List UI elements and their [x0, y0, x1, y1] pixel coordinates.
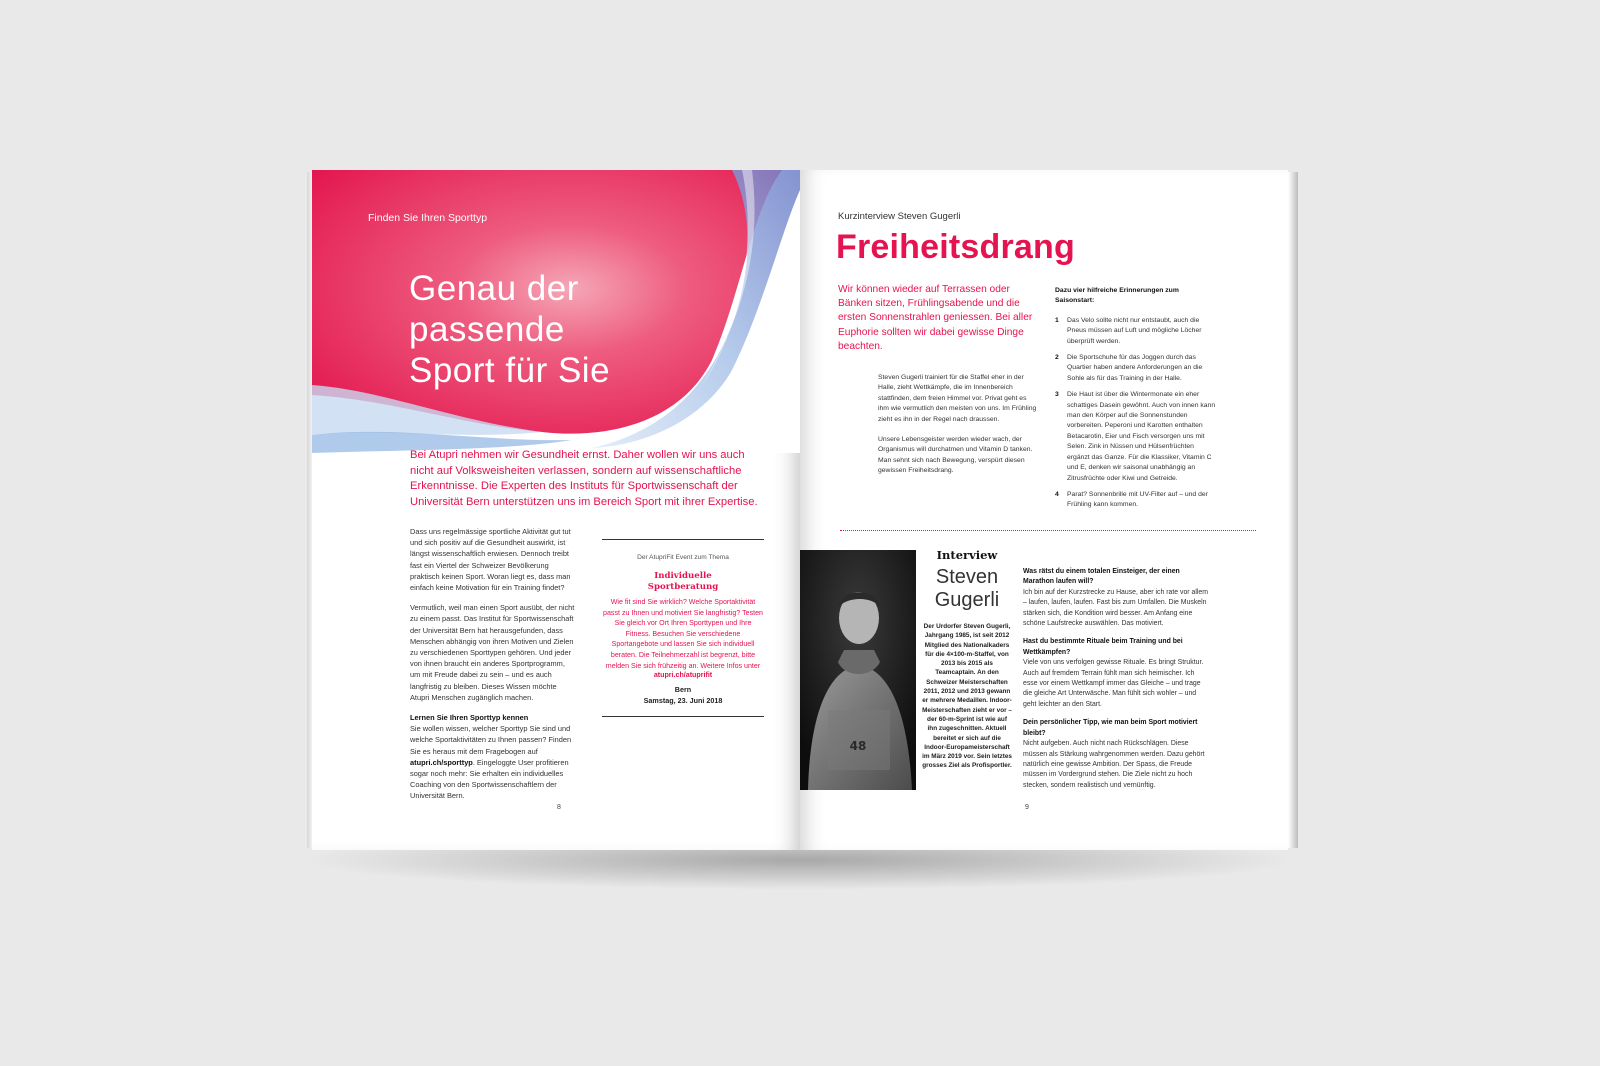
- sidebar-body: Wie fit sind Sie wirklich? Welche Sportaktivität passt zu Ihnen und motiviert Sie langfristig? Testen Sie gleich vor Ort Ihren Sporttypen und Ihre Fitness. Besuchen Sie verschiedene Sportangebote und lassen Sie sich individuell beraten. Die Teilnehmerzahl ist begrenzt, bitte melden Sie sich frühzeitig an. Weitere Infos unter: [603, 598, 763, 670]
- left-page: [312, 170, 800, 850]
- tips-heading: Dazu vier hilfreiche Erinnerungen zum Saisonstart:: [1055, 287, 1179, 305]
- tips-list: [1055, 316, 1217, 511]
- body-paragraph: Sie wollen wissen, welcher Sporttyp Sie sind und welche Sportaktivitäten zu Ihnen passen? Finden Sie es heraus mit dem Fragebogen auf atupri.ch/sporttyp. Eingeloggte User profitieren sogar noch mehr: Sie erhalten ein individuelles Coaching von den Sportwissenschaftlern der Universität Bern.: [410, 724, 572, 801]
- athlete-photo: [800, 550, 916, 790]
- body-paragraph: Unsere Lebensgeister werden wieder wach, der Organismus will durchatmen und Vitamin D tanken. Man sehnt sich nach Bewegung, verspürt diesen gewissen Freiheitsdrang.: [878, 436, 1033, 475]
- sidebar-kicker: Der AtupriFit Event zum Thema: [637, 554, 729, 561]
- list-item: 4 Parat? Sonnenbrille mit UV-Filter auf – und der Frühling kann kommen.: [1055, 490, 1208, 509]
- qa-item: [1023, 637, 1209, 710]
- body-paragraph: Dass uns regelmässige sportliche Aktivität gut tut und sich positiv auf die Gesundheit auswirkt, ist längst wissenschaftlich erwiesen. Dennoch treibt fast ein Viertel der Schweizer Bevölkerung praktisch keinen Sport. Woran liegt es, dass man einfach keine Motivation für ein Training findet?: [410, 527, 571, 593]
- right-page-edge: [1288, 172, 1298, 848]
- section-eyebrow: Finden Sie Ihren Sporttyp: [368, 212, 488, 224]
- answer: Ich bin auf der Kurzstrecke zu Hause, aber ich rate vor allem – laufen, laufen, laufen. Fast bis zum Umfallen. Die Muskeln stärken sich, die Kondition wird besser. Am Anfang eine schöne Laufstrecke auswählen. Das motiviert.: [1023, 588, 1208, 628]
- title-line: passende: [409, 310, 565, 349]
- page-title: [409, 268, 610, 391]
- sporttyp-link[interactable]: atupri.ch/sporttyp: [410, 757, 473, 767]
- interview-qa: [1023, 567, 1209, 791]
- page-title: Freiheitsdrang: [836, 228, 1075, 266]
- dotted-divider: [840, 530, 1256, 531]
- page-number: 8: [557, 804, 561, 811]
- body-paragraph: Vermutlich, weil man einen Sport ausübt, der nicht zu einem passt. Das Institut für Sportwissenschaft der Universität Bern hat herausgefunden, dass Menschen abhängig von ihren Motiven und Zielen zu verschiedenen Sporttypen gehören. Und jeder von ihnen braucht ein anderes Sportprogramm, um mit Freude dabei zu sein – und es auch langfristig zu bleiben. Dieses Wissen möchte Atupri Menschen zugänglich machen.: [410, 603, 575, 702]
- page-number: 9: [1025, 804, 1029, 811]
- answer: Nicht aufgeben. Auch nicht nach Rückschlägen. Diese müssen als Stärkung wahrgenommen werden. Dazu gehört natürlich eine gewisse Ambition. Der Spass, die Freude müssen im Vordergrund stehen. Die Ziele nicht zu hoch stecken, sondern realistisch und vernünftig.: [1023, 740, 1205, 789]
- list-item: 3 Die Haut ist über die Wintermonate ein eher schattiges Dasein gewöhnt. Auch von innen kann man den Körper auf die Sonnenstunden vorbereiten. Peperoni und Karotten enthalten Betacarotin, Eier und Fisch versorgen uns mit Selen. Zink in Nüssen und Hülsenfrüchten ergänzt das Ganze. Für die Klassiker, Vitamin C und E, denken wir saisonal unabhängig an Zitrusfrüchte oder Kiwi und Getreide.: [1055, 391, 1216, 482]
- event-place-date: Bern Samstag, 23. Juni 2018: [643, 685, 723, 705]
- athlete-portrait: [800, 550, 916, 790]
- qa-item: [1023, 567, 1209, 629]
- question: Hast du bestimmte Rituale beim Training und bei Wettkämpfen?: [1023, 638, 1183, 656]
- list-item: 1 Das Velo sollte nicht nur entstaubt, auch die Pneus müssen auf Luft und mögliche Löcher überprüft werden.: [1055, 316, 1202, 345]
- title-line: Genau der: [409, 269, 579, 308]
- qa-item: [1023, 718, 1209, 791]
- interviewee-bio: Der Urdorfer Steven Gugerli, Jahrgang 1985, ist seit 2012 Mitglied des Nationalkaders für die 4×100-m-Staffel, von 2013 bis 2015 als Teamcaptain. An den Schweizer Meisterschaften 2011, 2012 und 2013 gewann er mehrere Medaillen. Indoor-Meisterschaften zieht er vor – der 60-m-Sprint ist wie auf ihn zugeschnitten. Aktuell bereitet er sich auf die Indoor-Europameisterschaft im März 2019 vor. Sein letztes grosses Ziel als Profisportler.: [922, 623, 1012, 770]
- list-item: 2 Die Sportschuhe für das Joggen durch das Quartier haben andere Anforderungen an die Sohle als für das Training in der Halle.: [1055, 354, 1203, 382]
- atuprifit-link[interactable]: atupri.ch/atuprifit: [653, 671, 713, 680]
- sidebar-title: Individuelle Sportberatung: [647, 571, 719, 592]
- jersey-number: 48: [849, 739, 867, 753]
- interview-label: Interview: [936, 548, 998, 562]
- section-eyebrow: Kurzinterview Steven Gugerli: [838, 211, 961, 222]
- interview-header: [922, 548, 1012, 771]
- body-column: [410, 526, 576, 802]
- answer: Viele von uns verfolgen gewisse Rituale. Es bringt Struktur. Auch auf fremdem Terrain fühlt man sich heimischer. Ich esse vor einem Wettkampf immer das Gleiche – und trage die gleiche Art Unterwäsche. Man fühlt sich wohler – und geht leichter an den Start.: [1023, 659, 1204, 708]
- body-paragraph: Steven Gugerli trainiert für die Staffel eher in der Halle, zieht Wettkämpfe, die im Innenbereich stattfinden, dem freien Himmel vor. Privat geht es ihm wie vermutlich den meisten von uns. Im Frühling zieht es ihn in der Regel nach draussen.: [878, 374, 1037, 423]
- lead-paragraph: Bei Atupri nehmen wir Gesundheit ernst. Daher wollen wir uns auch nicht auf Volksweisheiten verlassen, sondern auf wissenschaftliche Erkenntnisse. Die Experten des Instituts für Sportwissenschaft der Universität Bern unterstützen uns im Bereich Sport mit ihrer Expertise.: [410, 449, 758, 508]
- tips-column: [1055, 286, 1217, 517]
- intro-column: [878, 373, 1038, 477]
- lead-paragraph: Wir können wieder auf Terrassen oder Bänken sitzen, Frühlingsabende und die ersten Sonnenstrahlen geniessen. Bei aller Euphorie sollten wir dabei gewisse Dinge beachten.: [838, 284, 1033, 352]
- question: Dein persönlicher Tipp, wie man beim Sport motiviert bleibt?: [1023, 719, 1198, 737]
- interviewee-name: Steven Gugerli: [934, 566, 1000, 611]
- title-line: Sport für Sie: [409, 351, 611, 390]
- event-sidebar: [602, 539, 764, 717]
- right-page: [800, 170, 1288, 850]
- subheading: Lernen Sie Ihren Sporttyp kennen: [410, 713, 529, 723]
- question: Was rätst du einem totalen Einsteiger, der einen Marathon laufen will?: [1023, 568, 1180, 586]
